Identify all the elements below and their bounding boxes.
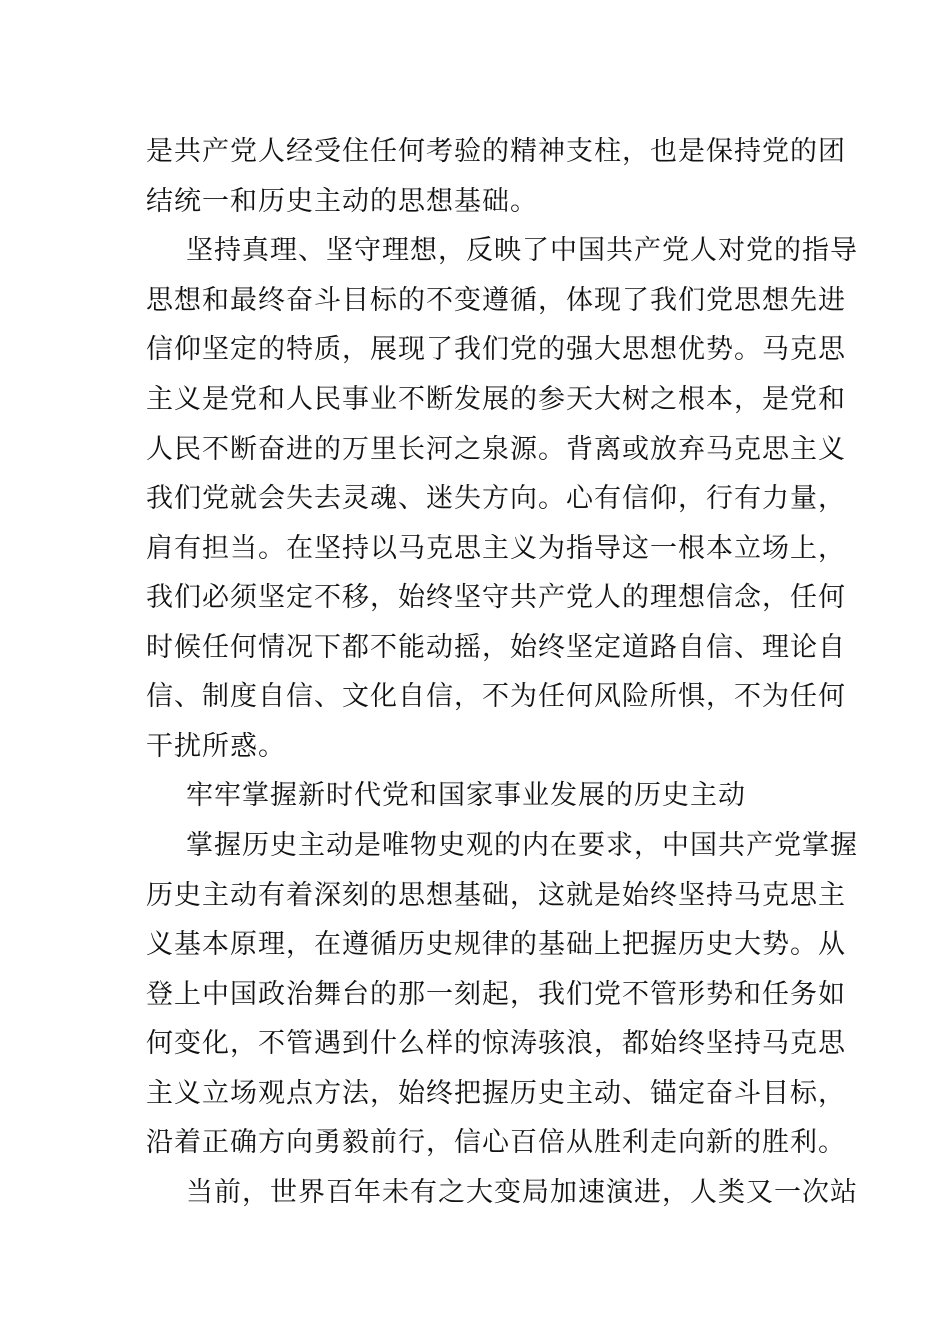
text-line: 我们必须坚定不移，始终坚守共产党人的理想信念，任何 <box>146 582 846 613</box>
paragraph-start-line: 当前，世界百年未有之大变局加速演进，人类又一次站 <box>186 1177 858 1208</box>
text-line: 信仰坚定的特质，展现了我们党的强大思想优势。马克思 <box>146 334 846 365</box>
paragraph-start-line: 掌握历史主动是唯物史观的内在要求，中国共产党掌握 <box>186 830 858 861</box>
text-line: 何变化，不管遇到什么样的惊涛骇浪，都始终坚持马克思 <box>146 1028 846 1059</box>
text-line: 沿着正确方向勇毅前行，信心百倍从胜利走向新的胜利。 <box>146 1127 846 1158</box>
text-line: 思想和最终奋斗目标的不变遵循，体现了我们党思想先进 <box>146 285 846 316</box>
text-line: 是共产党人经受住任何考验的精神支柱，也是保持党的团 <box>146 136 846 167</box>
text-line: 登上中国政治舞台的那一刻起，我们党不管形势和任务如 <box>146 979 846 1010</box>
section-heading: 牢牢掌握新时代党和国家事业发展的历史主动 <box>186 780 746 811</box>
text-line: 信、制度自信、文化自信，不为任何风险所惧，不为任何 <box>146 681 846 712</box>
text-line: 历史主动有着深刻的思想基础，这就是始终坚持马克思主 <box>146 880 846 911</box>
text-line: 主义立场观点方法，始终把握历史主动、锚定奋斗目标， <box>146 1078 846 1109</box>
text-line: 义基本原理，在遵循历史规律的基础上把握历史大势。从 <box>146 929 846 960</box>
text-line: 我们党就会失去灵魂、迷失方向。心有信仰，行有力量， <box>146 483 846 514</box>
text-line: 时候任何情况下都不能动摇，始终坚定道路自信、理论自 <box>146 632 846 663</box>
text-line: 干扰所惑。 <box>146 731 286 762</box>
text-line: 人民不断奋进的万里长河之泉源。背离或放弃马克思主义 <box>146 434 846 465</box>
paragraph-start-line: 坚持真理、坚守理想，反映了中国共产党人对党的指导 <box>186 235 858 266</box>
text-line: 结统一和历史主动的思想基础。 <box>146 186 538 217</box>
text-line: 肩有担当。在坚持以马克思主义为指导这一根本立场上， <box>146 533 846 564</box>
text-line: 主义是党和人民事业不断发展的参天大树之根本，是党和 <box>146 384 846 415</box>
